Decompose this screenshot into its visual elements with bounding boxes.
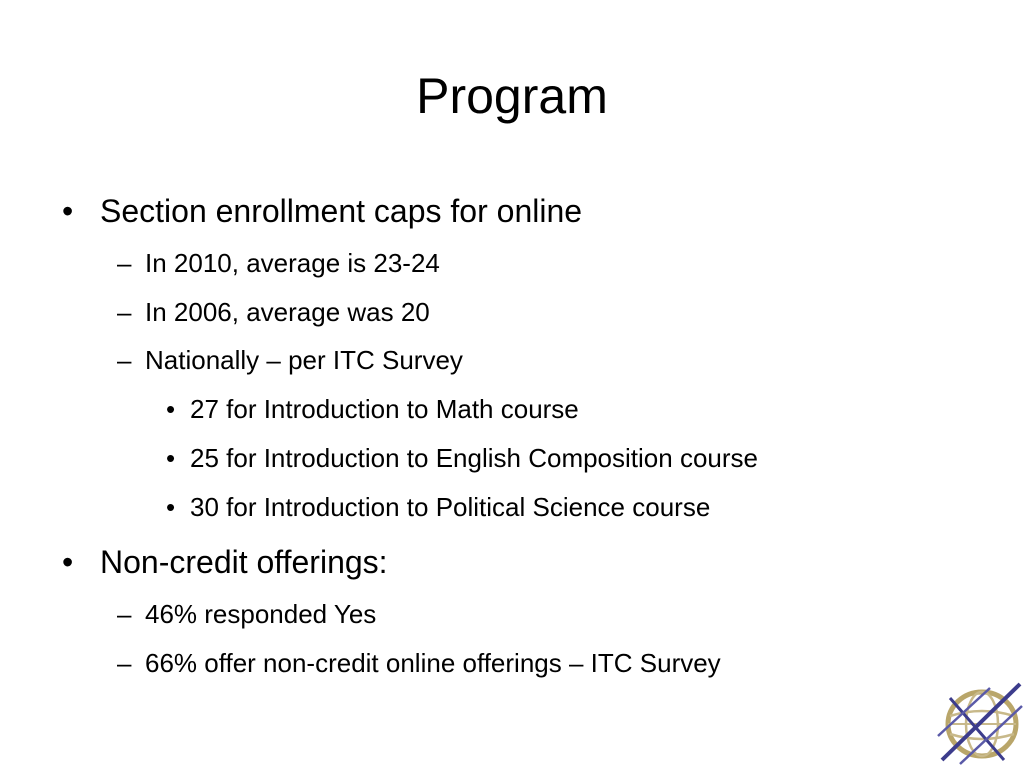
bullet-marker: • [166, 492, 176, 522]
bullet-text: In 2006, average was 20 [145, 297, 430, 327]
bullet-text: Non-credit offerings: [100, 544, 388, 580]
slide-title: Program [416, 68, 608, 124]
globe-cross-logo-icon [930, 676, 1024, 768]
bullet-marker: • [62, 193, 74, 229]
bullet-text: Nationally – per ITC Survey [145, 345, 463, 375]
bullet-text: 46% responded Yes [145, 599, 377, 629]
bullet-marker: • [166, 443, 176, 473]
dash-marker: – [117, 345, 132, 375]
dash-marker: – [117, 297, 132, 327]
bullet-text: 66% offer non-credit online offerings – ITC Survey [145, 648, 721, 678]
bullet-text: 30 for Introduction to Political Science course [190, 492, 711, 522]
bullet-marker: • [62, 544, 74, 580]
bullet-text: 27 for Introduction to Math course [190, 394, 579, 424]
dash-marker: – [117, 248, 132, 278]
dash-marker: – [117, 599, 132, 629]
bullet-text: In 2010, average is 23-24 [145, 248, 440, 278]
bullet-text: Section enrollment caps for online [100, 193, 583, 229]
bullet-text: 25 for Introduction to English Composition course [190, 443, 758, 473]
bullet-marker: • [166, 394, 176, 424]
dash-marker: – [117, 648, 132, 678]
